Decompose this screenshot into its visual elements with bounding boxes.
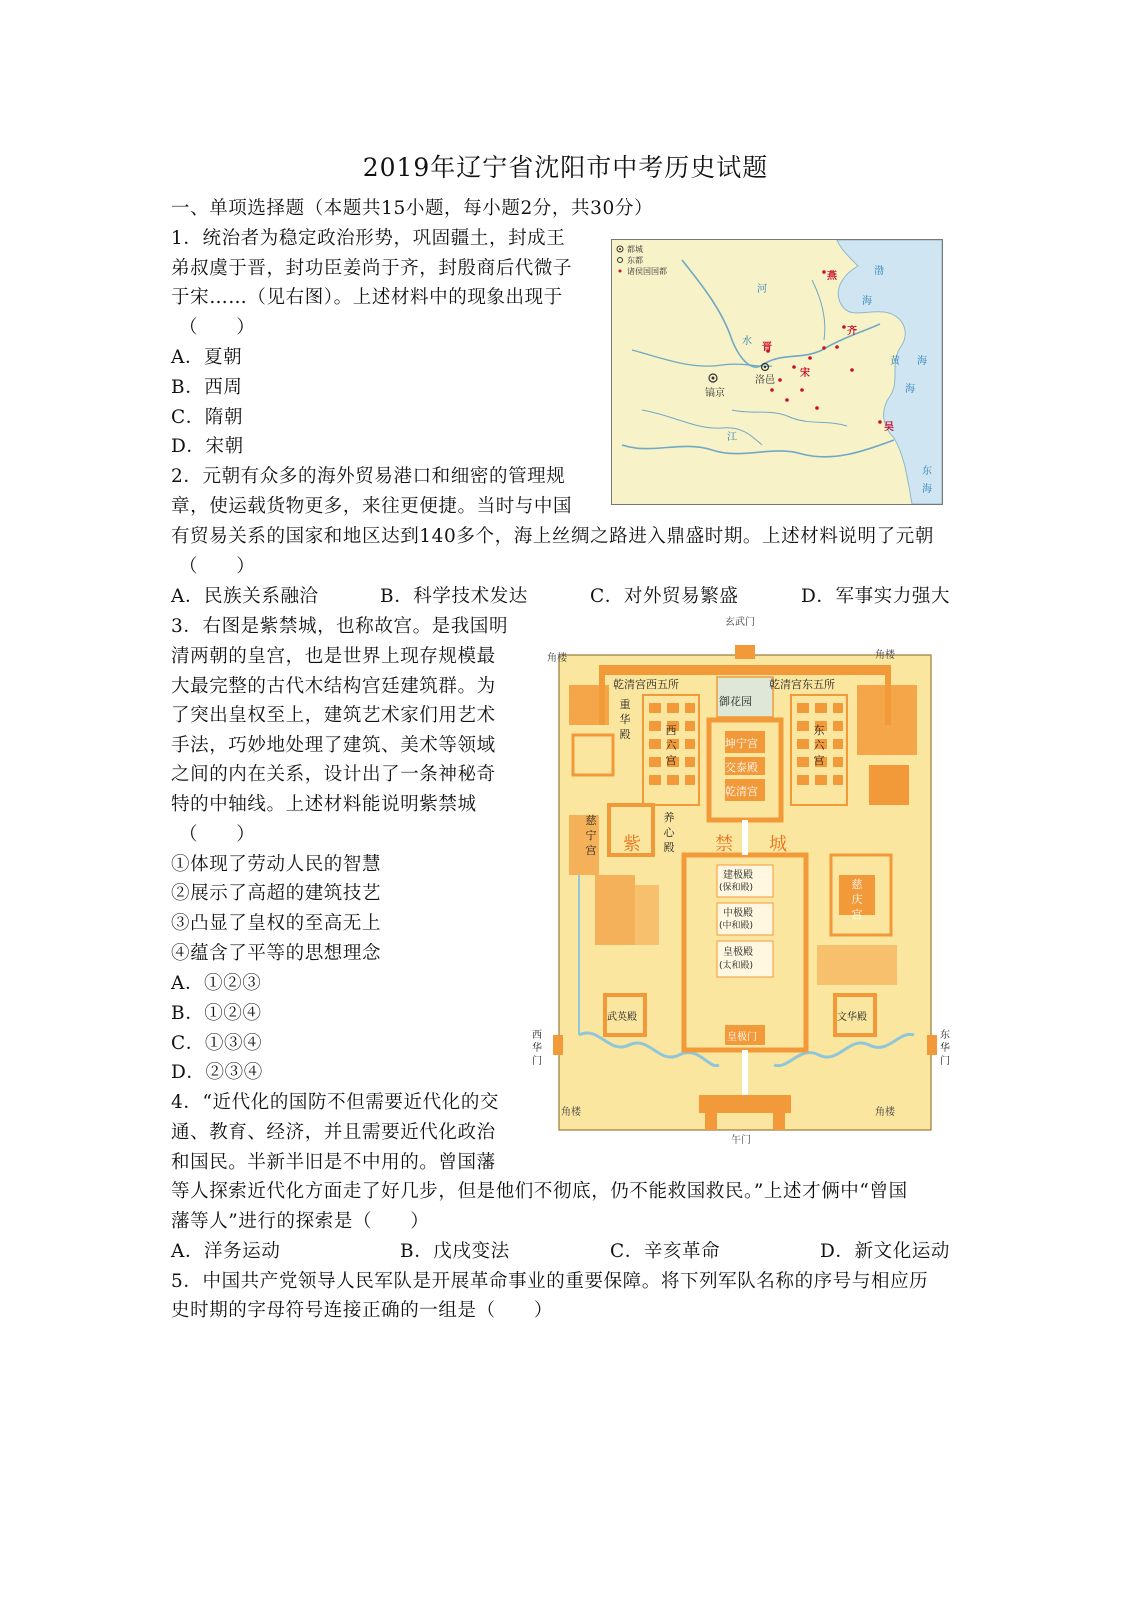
q1-line-4: （ ） — [179, 317, 256, 338]
q4-option-d: D．新文化运动 — [820, 1241, 951, 1262]
label-corner-tower-tr: 角楼 — [875, 650, 895, 661]
label-xihuamen: 西华门 — [532, 1030, 542, 1067]
label-shui: 水 — [742, 336, 752, 347]
q2-line-2: 章，使运载货物更多，来往更便捷。当时与中国 — [171, 496, 573, 517]
page-title: 2019年辽宁省沈阳市中考历史试题 — [362, 153, 769, 182]
q4-option-a: A．洋务运动 — [171, 1241, 281, 1262]
q1-line-3: 于宋……（见右图）。上述材料中的现象出现于 — [171, 287, 563, 308]
label-xuanwumen: 玄武门 — [725, 617, 755, 628]
q2-line-1: 2．元朝有众多的海外贸易港口和细密的管理规 — [171, 466, 566, 487]
label-huangjimen: 皇极门 — [727, 1032, 757, 1043]
q4-line-1: 4．“近代化的国防不但需要近代化的交 — [171, 1092, 500, 1113]
q2-line-3: 有贸易关系的国家和地区达到140多个，海上丝绸之路进入鼎盛时期。上述材料说明了元朝 — [171, 526, 934, 547]
label-jianjidian-sub: (保和殿) — [719, 883, 754, 893]
label-jiaotaidian: 交泰殿 — [725, 761, 758, 774]
label-east-five-courts: 乾清宫东五所 — [769, 678, 835, 691]
q1-line-2: 弟叔虞于晋，封功臣姜尚于齐，封殷商后代微子 — [171, 258, 573, 279]
label-hai-3: 海 — [905, 384, 915, 395]
label-yangxindian: 养心殿 — [663, 811, 675, 854]
q3-line-4: 了突出皇权至上，建筑艺术家们用艺术 — [171, 705, 496, 726]
q2-line-4: （ ） — [179, 556, 256, 577]
q3-option-b: B．①②④ — [171, 1003, 262, 1024]
label-cheng: 城 — [769, 834, 787, 855]
label-wuyingdian: 武英殿 — [607, 1012, 637, 1023]
label-corner-tower-tl: 角楼 — [547, 653, 567, 664]
label-hai-4: 海 — [922, 484, 932, 495]
label-wenhuadian: 文华殿 — [837, 1012, 867, 1023]
legend-vassal: 诸侯国国都 — [627, 267, 667, 276]
label-wu: 吴 — [884, 422, 894, 433]
q1-line-1: 1．统治者为稳定政治形势，巩固疆土，封成王 — [171, 228, 566, 249]
label-qi: 齐 — [847, 326, 857, 337]
q3-option-a: A．①②③ — [171, 973, 262, 994]
q4-option-c: C．辛亥革命 — [610, 1241, 721, 1262]
label-huang: 黄 — [890, 356, 900, 367]
q3-item-4: ④蕴含了平等的思想理念 — [171, 943, 382, 964]
q3-line-8: （ ） — [179, 824, 256, 845]
q2-option-a: A．民族关系融洽 — [171, 586, 319, 607]
q1-option-a: A．夏朝 — [171, 347, 243, 368]
label-huangjidian-sub: (太和殿) — [719, 961, 754, 971]
label-zhongjidian: 中极殿 — [723, 908, 753, 919]
label-jin: 晋 — [762, 342, 772, 353]
q3-item-3: ③凸显了皇权的至高无上 — [171, 913, 382, 934]
q5-line-1: 5．中国共产党领导人民军队是开展革命事业的重要保障。将下列军队名称的序号与相应历 — [171, 1271, 929, 1292]
q3-line-1: 3．右图是紫禁城，也称故宫。是我国明 — [171, 616, 509, 637]
q3-line-7: 特的中轴线。上述材料能说明紫禁城 — [171, 794, 477, 815]
q4-line-3: 和国民。半新半旧是不中用的。曾国藩 — [171, 1152, 496, 1173]
q3-line-2: 清两朝的皇宫，也是世界上现存规模最 — [171, 646, 496, 667]
label-qianqinggong: 乾清宫 — [725, 785, 758, 798]
label-he: 河 — [757, 284, 767, 295]
q1-option-c: C．隋朝 — [171, 407, 244, 428]
legend-east-capital: 东都 — [627, 256, 643, 265]
q1-option-d: D．宋朝 — [171, 436, 244, 457]
q5-line-2: 史时期的字母符号连接正确的一组是（ ） — [171, 1300, 554, 1321]
label-east-six-palaces: 东六宫 — [813, 724, 825, 767]
label-west-five-courts: 乾清宫西五所 — [613, 678, 679, 691]
label-luoyi: 洛邑 — [755, 375, 775, 386]
label-yan: 燕 — [827, 271, 837, 282]
label-hai-2: 海 — [917, 356, 927, 367]
label-corner-tower-br: 角楼 — [875, 1107, 895, 1118]
label-haojing: 镐京 — [705, 388, 725, 399]
label-wumen: 午门 — [731, 1135, 751, 1146]
label-west-six-palaces: 西六宫 — [665, 724, 677, 767]
q3-line-6: 之间的内在关系，设计出了一条神秘奇 — [171, 764, 496, 785]
q3-item-1: ①体现了劳动人民的智慧 — [171, 854, 382, 875]
label-dong: 东 — [922, 466, 932, 477]
label-jianjidian: 建极殿 — [723, 870, 753, 881]
q4-line-2: 通、教育、经济，并且需要近代化政治 — [171, 1122, 496, 1143]
q3-option-c: C．①③④ — [171, 1033, 263, 1054]
q3-line-3: 大最完整的古代木结构宫廷建筑群。为 — [171, 676, 496, 697]
q4-option-b: B．戊戌变法 — [400, 1241, 510, 1262]
q2-option-d: D．军事实力强大 — [801, 586, 951, 607]
label-corner-tower-bl: 角楼 — [561, 1107, 581, 1118]
label-kunninggong: 坤宁宫 — [725, 737, 758, 750]
q3-item-2: ②展示了高超的建筑技艺 — [171, 883, 382, 904]
label-hai-1: 海 — [862, 296, 872, 307]
q2-option-c: C．对外贸易繁盛 — [590, 586, 739, 607]
section-heading: 一、单项选择题（本题共15小题，每小题2分，共30分） — [171, 198, 654, 219]
q1-option-b: B．西周 — [171, 377, 243, 398]
q4-line-4: 等人探索近代化方面走了好几步，但是他们不彻底，仍不能救国救民。”上述才俩中“曾国 — [171, 1181, 908, 1202]
label-jiang: 江 — [727, 432, 737, 443]
label-zhongjidian-sub: (中和殿) — [719, 921, 754, 931]
q3-line-5: 手法，巧妙地处理了建筑、美术等领域 — [171, 735, 496, 756]
label-chonghuadian: 重华殿 — [619, 698, 631, 741]
label-zi: 紫 — [623, 834, 641, 855]
label-bo: 渤 — [874, 266, 884, 277]
legend-capital: 都城 — [627, 245, 643, 254]
label-song: 宋 — [800, 368, 810, 379]
label-cininggong: 慈宁宫 — [585, 814, 597, 857]
label-donghuamen: 东华门 — [940, 1030, 950, 1067]
q3-option-d: D．②③④ — [171, 1062, 263, 1083]
q2-option-b: B．科学技术发达 — [380, 586, 528, 607]
q4-line-5: 藩等人”进行的探索是（ ） — [171, 1211, 430, 1232]
label-ciqinggong: 慈庆宫 — [851, 878, 863, 921]
forbidden-city-map — [532, 617, 951, 1155]
label-imperial-garden: 御花园 — [719, 695, 752, 708]
western-zhou-map — [611, 239, 943, 505]
label-huangjidian: 皇极殿 — [723, 947, 753, 958]
label-jin: 禁 — [715, 834, 733, 855]
